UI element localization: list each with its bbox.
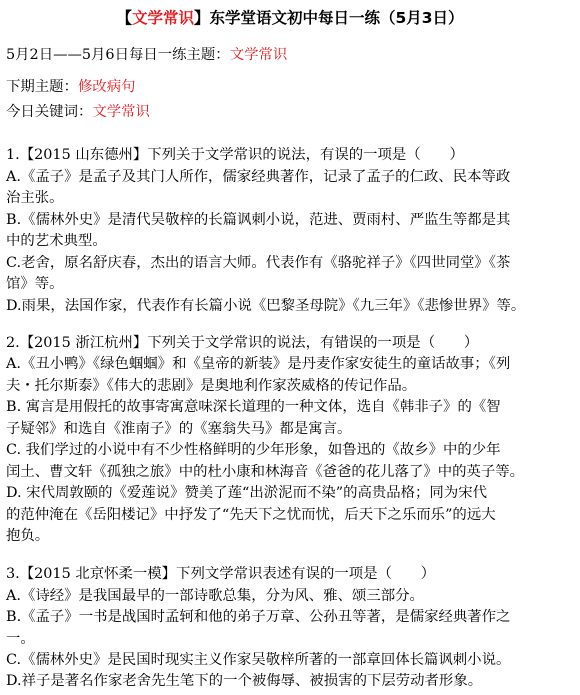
- q1-option-b-line2: 中的艺术典型。: [6, 233, 107, 249]
- next-topic-label: 下期主题：: [6, 79, 78, 95]
- q3-option-d: D.祥子是著名作家老舍先生笔下的一个被侮辱、被损害的下层劳动者形象。: [6, 673, 483, 689]
- q1-stem: 1.【2015 山东德州】下列关于文学常识的说法，有误的一项是（ ）: [6, 147, 464, 163]
- q3-stem: 3.【2015 北京怀柔一模】下列文学常识表述有误的一项是（ ）: [6, 566, 436, 582]
- page-title: [0, 8, 580, 28]
- q3-option-a: A.《诗经》是我国最早的一部诗歌总集，分为风、雅、颂三部分。: [6, 588, 424, 604]
- q2-option-d-line3: 抱负。: [6, 528, 50, 544]
- q2-option-c-line2: 闰土、曹文轩《孤独之旅》中的杜小康和林海音《爸爸的花儿落了》中的英子等。: [6, 464, 525, 480]
- q1-option-d: D.雨果，法国作家，代表作有长篇小说《巴黎圣母院》《九三年》《悲惨世界》等。: [6, 298, 526, 314]
- q2-option-b-line2: 子疑邻》和选自《淮南子》的《塞翁失马》都是寓言。: [6, 421, 352, 437]
- q2-option-b-line1: B. 寓言是用假托的故事寄寓意味深长道理的一种文体，选自《韩非子》的《智: [6, 399, 501, 415]
- keyword-value: 文学常识: [92, 104, 150, 120]
- title-bracket-open: 【: [116, 9, 132, 27]
- q2-option-d-line2: 的范仲淹在《岳阳楼记》中抒发了“先天下之忧而忧，后天下之乐而乐”的远大: [6, 507, 496, 523]
- q1-option-c-line1: C.老舍，原名舒庆春，杰出的语言大师。代表作有《骆驼祥子》《四世同堂》《茶: [6, 255, 511, 271]
- q3-option-b-line1: B.《孟子》一书是战国时孟轲和他的弟子万章、公孙丑等著，是儒家经典著作之: [6, 609, 511, 625]
- q3-option-b-line2: 一。: [6, 631, 35, 647]
- q3-option-c: C.《儒林外史》是民国时现实主义作家吴敬梓所著的一部章回体长篇讽刺小说。: [6, 652, 511, 668]
- next-topic-value: 修改病句: [77, 79, 136, 95]
- q1-option-b-line1: B.《儒林外史》是清代吴敬梓的长篇讽刺小说，范进、贾雨村、严监生等都是其: [6, 212, 511, 228]
- week-theme-label: 5月2日——5月6日每日一练主题：: [6, 47, 230, 63]
- q2-stem: 2.【2015 浙江杭州】下列关于文学常识的说法，有错误的一项是（ ）: [6, 335, 479, 351]
- q1-option-a-line2: 治主张。: [6, 190, 64, 206]
- q2-option-d-line1: D. 宋代周敦颐的《爱莲说》赞美了莲“出淤泥而不染”的高贵品格；同为宋代: [6, 485, 487, 501]
- next-topic-line: [6, 78, 136, 96]
- q2-option-c-line1: C. 我们学过的小说中有不少性格鲜明的少年形象，如鲁迅的《故乡》中的少年: [6, 442, 501, 458]
- q2-option-a-line1: A.《丑小鸭》《绿色蝈蝈》和《皇帝的新装》是丹麦作家安徒生的童话故事；《列: [6, 356, 511, 372]
- q2-option-a-line2: 夫・托尔斯泰》《伟大的悲剧》是奥地利作家茨威格的传记作品。: [6, 378, 417, 394]
- q1-option-a-line1: A.《孟子》是孟子及其门人所作，儒家经典著作，记录了孟子的仁政、民本等政: [6, 169, 511, 185]
- keyword-label: 今日关键词：: [6, 104, 93, 120]
- q1-option-c-line2: 馆》等。: [6, 276, 64, 292]
- keyword-line: [6, 103, 150, 121]
- week-theme-value: 文学常识: [229, 47, 288, 63]
- title-bracket-close: 】: [193, 9, 210, 27]
- title-text: 东学堂语文初中每日一练（5月3日）: [209, 9, 464, 27]
- week-theme-line: [6, 46, 287, 64]
- title-tag: 文学常识: [131, 9, 194, 27]
